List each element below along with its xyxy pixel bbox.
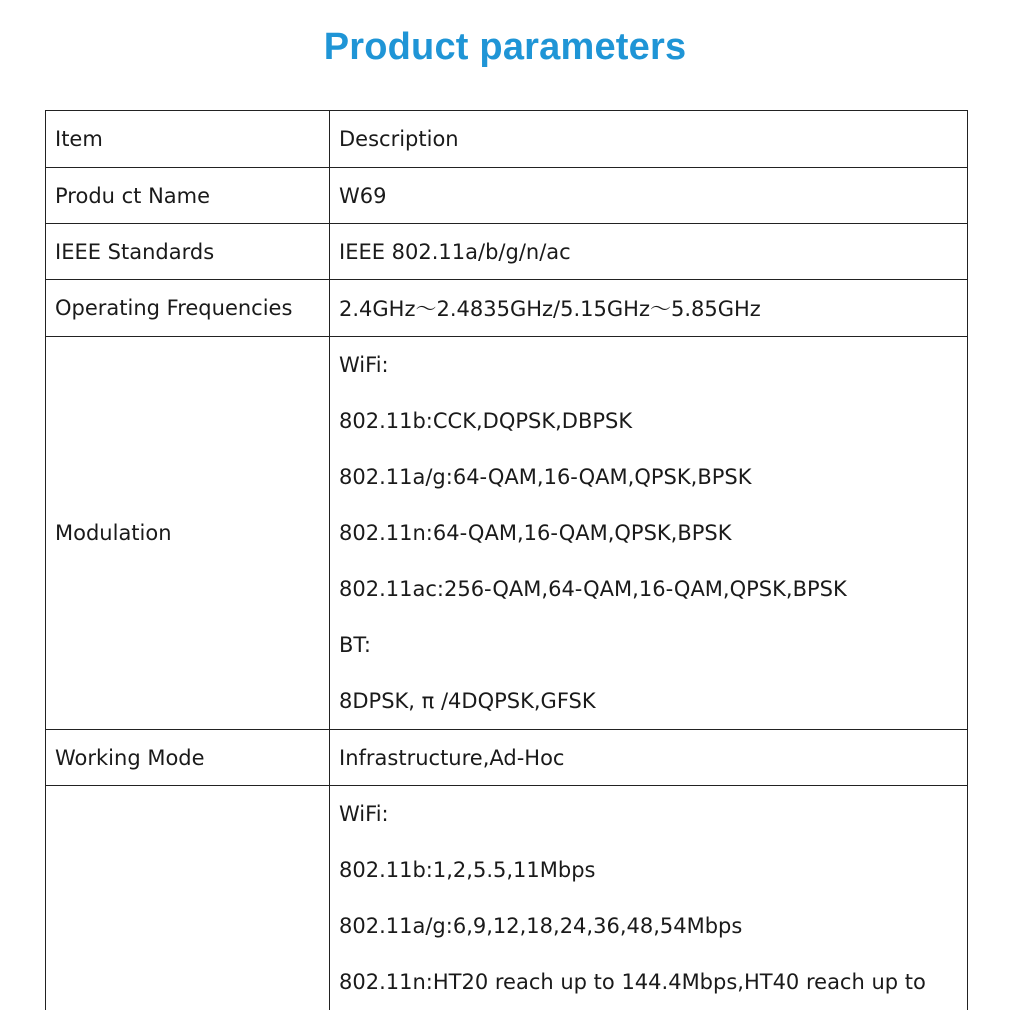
header-description: Description — [330, 111, 968, 168]
modulation-line: WiFi: — [339, 353, 389, 377]
row-value-working-mode: Infrastructure,Ad-Hoc — [330, 730, 968, 786]
modulation-line: 8DPSK, π /4DQPSK,GFSK — [339, 689, 596, 713]
modulation-line: BT: — [339, 633, 372, 657]
row-value-data-rate — [330, 786, 968, 1010]
table-row — [46, 224, 968, 280]
table-header-row — [46, 111, 968, 168]
table-row — [46, 337, 968, 730]
row-item-product-name: Produ ct Name — [46, 168, 330, 224]
rate-line: 802.11n:HT20 reach up to 144.4Mbps,HT40 reach up to — [339, 970, 926, 994]
page-title: Product parameters — [323, 26, 687, 68]
row-item-working-mode: Working Mode — [46, 730, 330, 786]
row-item-operating-frequencies: Operating Frequencies — [46, 280, 330, 337]
row-value-modulation — [330, 337, 968, 730]
row-item-ieee-standards: IEEE Standards — [46, 224, 330, 280]
modulation-line: 802.11ac:256-QAM,64-QAM,16-QAM,QPSK,BPSK — [339, 577, 847, 601]
modulation-line: 802.11b:CCK,DQPSK,DBPSK — [339, 409, 633, 433]
row-value-ieee-standards: IEEE 802.11a/b/g/n/ac — [330, 224, 968, 280]
table-row — [46, 280, 968, 337]
parameters-table — [45, 110, 968, 1010]
header-item: Item — [46, 111, 330, 168]
modulation-line: 802.11n:64-QAM,16-QAM,QPSK,BPSK — [339, 521, 732, 545]
rate-line: WiFi: — [339, 802, 389, 826]
table-row — [46, 730, 968, 786]
modulation-line: 802.11a/g:64-QAM,16-QAM,QPSK,BPSK — [339, 465, 752, 489]
table-row — [46, 168, 968, 224]
row-item-modulation: Modulation — [46, 337, 330, 730]
row-value-product-name: W69 — [330, 168, 968, 224]
rate-line: 802.11a/g:6,9,12,18,24,36,48,54Mbps — [339, 914, 743, 938]
table-row — [46, 786, 968, 1010]
row-value-operating-frequencies: 2.4GHz～2.4835GHz/5.15GHz～5.85GHz — [330, 280, 968, 337]
row-item-data-rate — [46, 786, 330, 1010]
rate-line: 802.11b:1,2,5.5,11Mbps — [339, 858, 596, 882]
